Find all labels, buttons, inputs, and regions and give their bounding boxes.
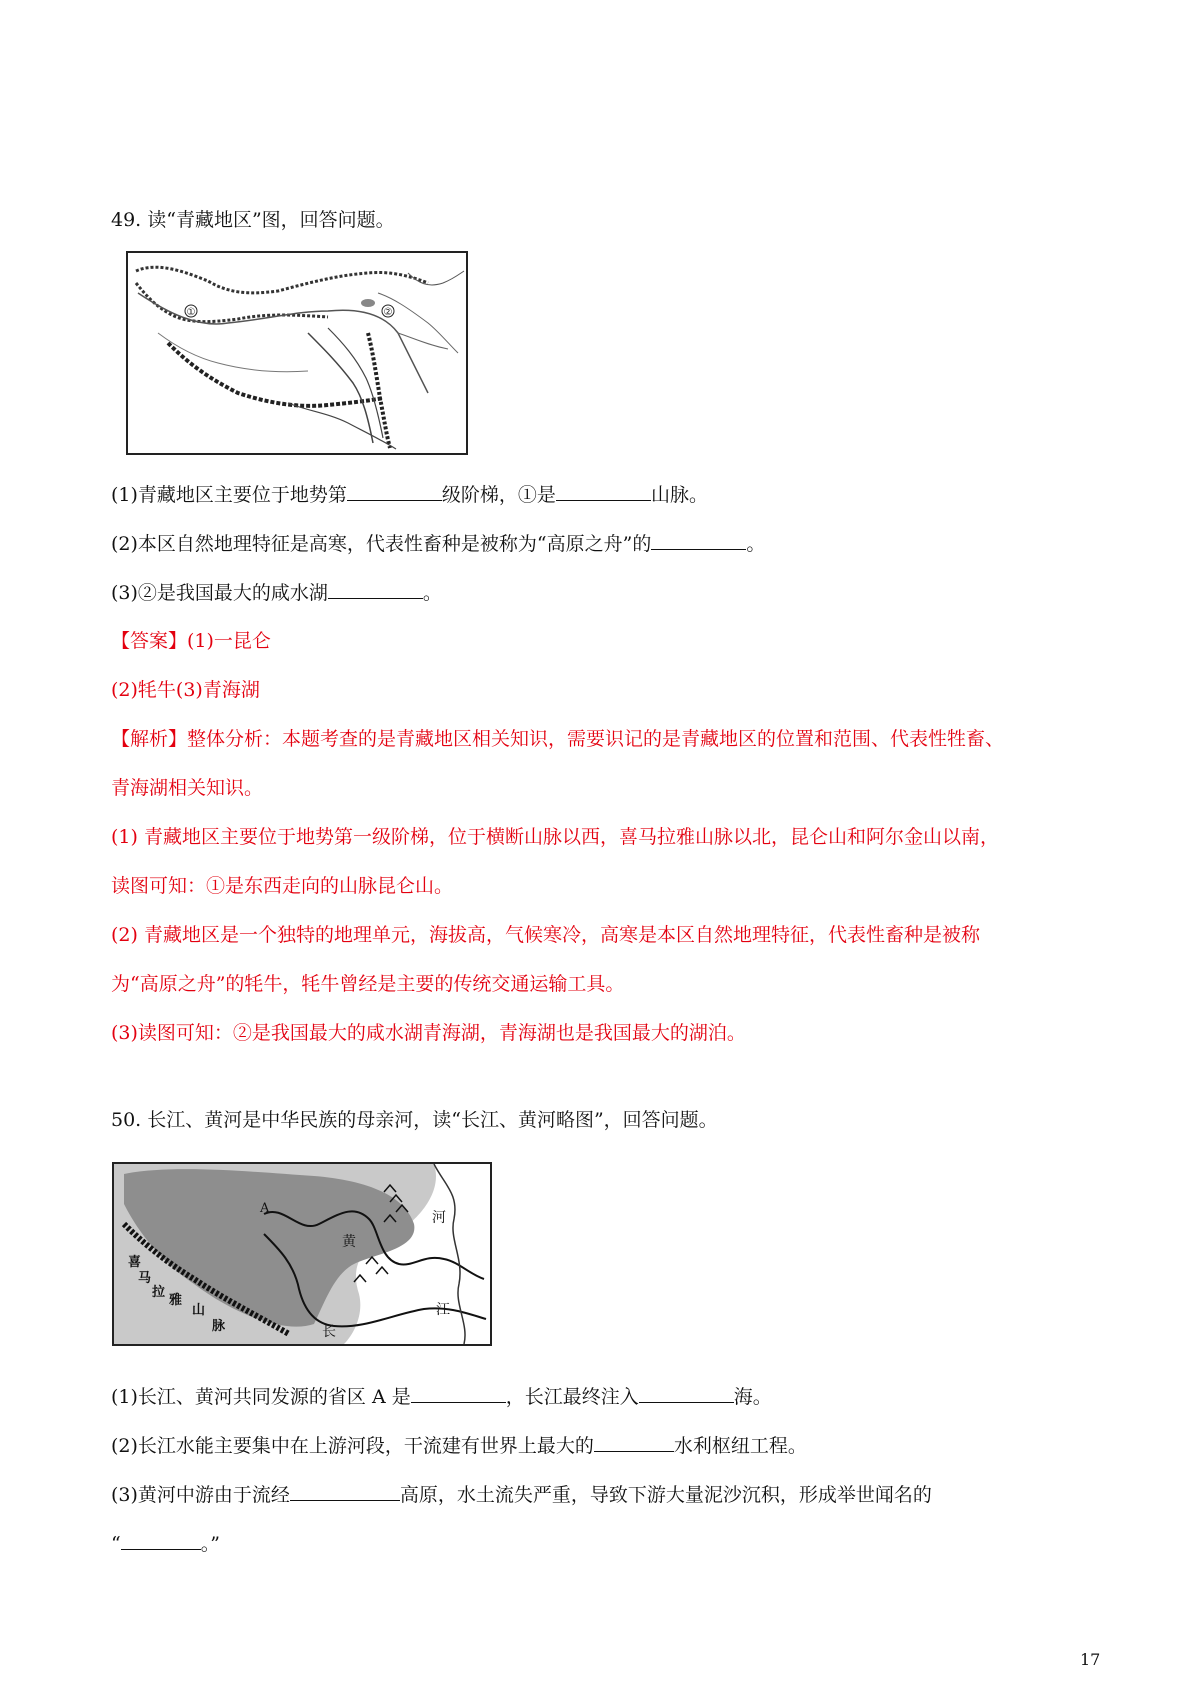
map-label-ma: 马 [138,1271,152,1286]
blank-9[interactable] [121,1531,201,1550]
q49-answer-line1: 【答案】(1)一昆仑 [111,630,271,652]
q49-answer-line2: (2)牦牛(3)青海湖 [111,679,260,701]
blank-6[interactable] [639,1384,734,1403]
map-label-shan: 山 [192,1303,206,1318]
q50-sub1: (1)长江、黄河共同发源的省区 A 是 ，长江最终注入 海。 [111,1386,772,1408]
page-number: 17 [1080,1650,1101,1669]
blank-1[interactable] [347,482,442,501]
map-label-he: 河 [432,1210,446,1226]
blank-4[interactable] [328,580,423,599]
q50-title: 50. 长江、黄河是中华民族的母亲河，读“长江、黄河略图”，回答问题。 [111,1109,718,1131]
blank-8[interactable] [290,1482,400,1501]
q49-sub1: (1)青藏地区主要位于地势第 级阶梯，①是 山脉。 [111,484,708,506]
map-marker-1: ① [186,307,196,318]
q49-title: 49. 读“青藏地区”图，回答问题。 [111,209,395,231]
map-label-jiang: 江 [436,1302,450,1318]
map-label-la: 拉 [152,1285,166,1300]
map-label-a: A [260,1201,270,1216]
q49-analysis-line6: 为“高原之舟”的牦牛，牦牛曾经是主要的传统交通运输工具。 [111,973,625,995]
qinghai-tibet-map [126,251,468,455]
map-label-huang: 黄 [342,1234,356,1250]
blank-5[interactable] [411,1384,506,1403]
map-label-xi: 喜 [128,1255,142,1270]
blank-3[interactable] [651,531,746,550]
map-marker-2: ② [383,307,393,318]
blank-7[interactable] [594,1433,674,1452]
q49-analysis-line4: 读图可知：①是东西走向的山脉昆仑山。 [111,875,454,897]
map-label-mai: 脉 [212,1319,226,1334]
blank-2[interactable] [556,482,651,501]
map-label-ya: 雅 [169,1293,183,1308]
q49-analysis-line1: 【解析】整体分析：本题考查的是青藏地区相关知识，需要识记的是青藏地区的位置和范围、代表性牲畜、 [111,728,1005,750]
q49-analysis-line3: (1) 青藏地区主要位于地势第一级阶梯，位于横断山脉以西，喜马拉雅山脉以北，昆仑山和阿尔金山以南， [111,826,999,848]
q49-sub3: (3)②是我国最大的咸水湖 。 [111,582,442,604]
map-label-chang: 长 [322,1324,336,1340]
q49-sub2: (2)本区自然地理特征是高寒，代表性畜种是被称为“高原之舟”的 。 [111,533,766,555]
q49-analysis-line5: (2) 青藏地区是一个独特的地理单元，海拔高，气候寒冷，高寒是本区自然地理特征，代表性畜种是被称 [111,924,980,946]
q49-analysis-line2: 青海湖相关知识。 [111,777,264,799]
q49-analysis-line7: (3)读图可知：②是我国最大的咸水湖青海湖，青海湖也是我国最大的湖泊。 [111,1022,746,1044]
q50-sub2: (2)长江水能主要集中在上游河段，干流建有世界上最大的 水利枢纽工程。 [111,1435,807,1457]
q50-sub3-cont: “ 。” [111,1533,220,1555]
q50-sub3: (3)黄河中游由于流经 高原，水土流失严重，导致下游大量泥沙沉积，形成举世闻名的 [111,1484,932,1506]
yangtze-yellow-river-map [112,1162,492,1346]
